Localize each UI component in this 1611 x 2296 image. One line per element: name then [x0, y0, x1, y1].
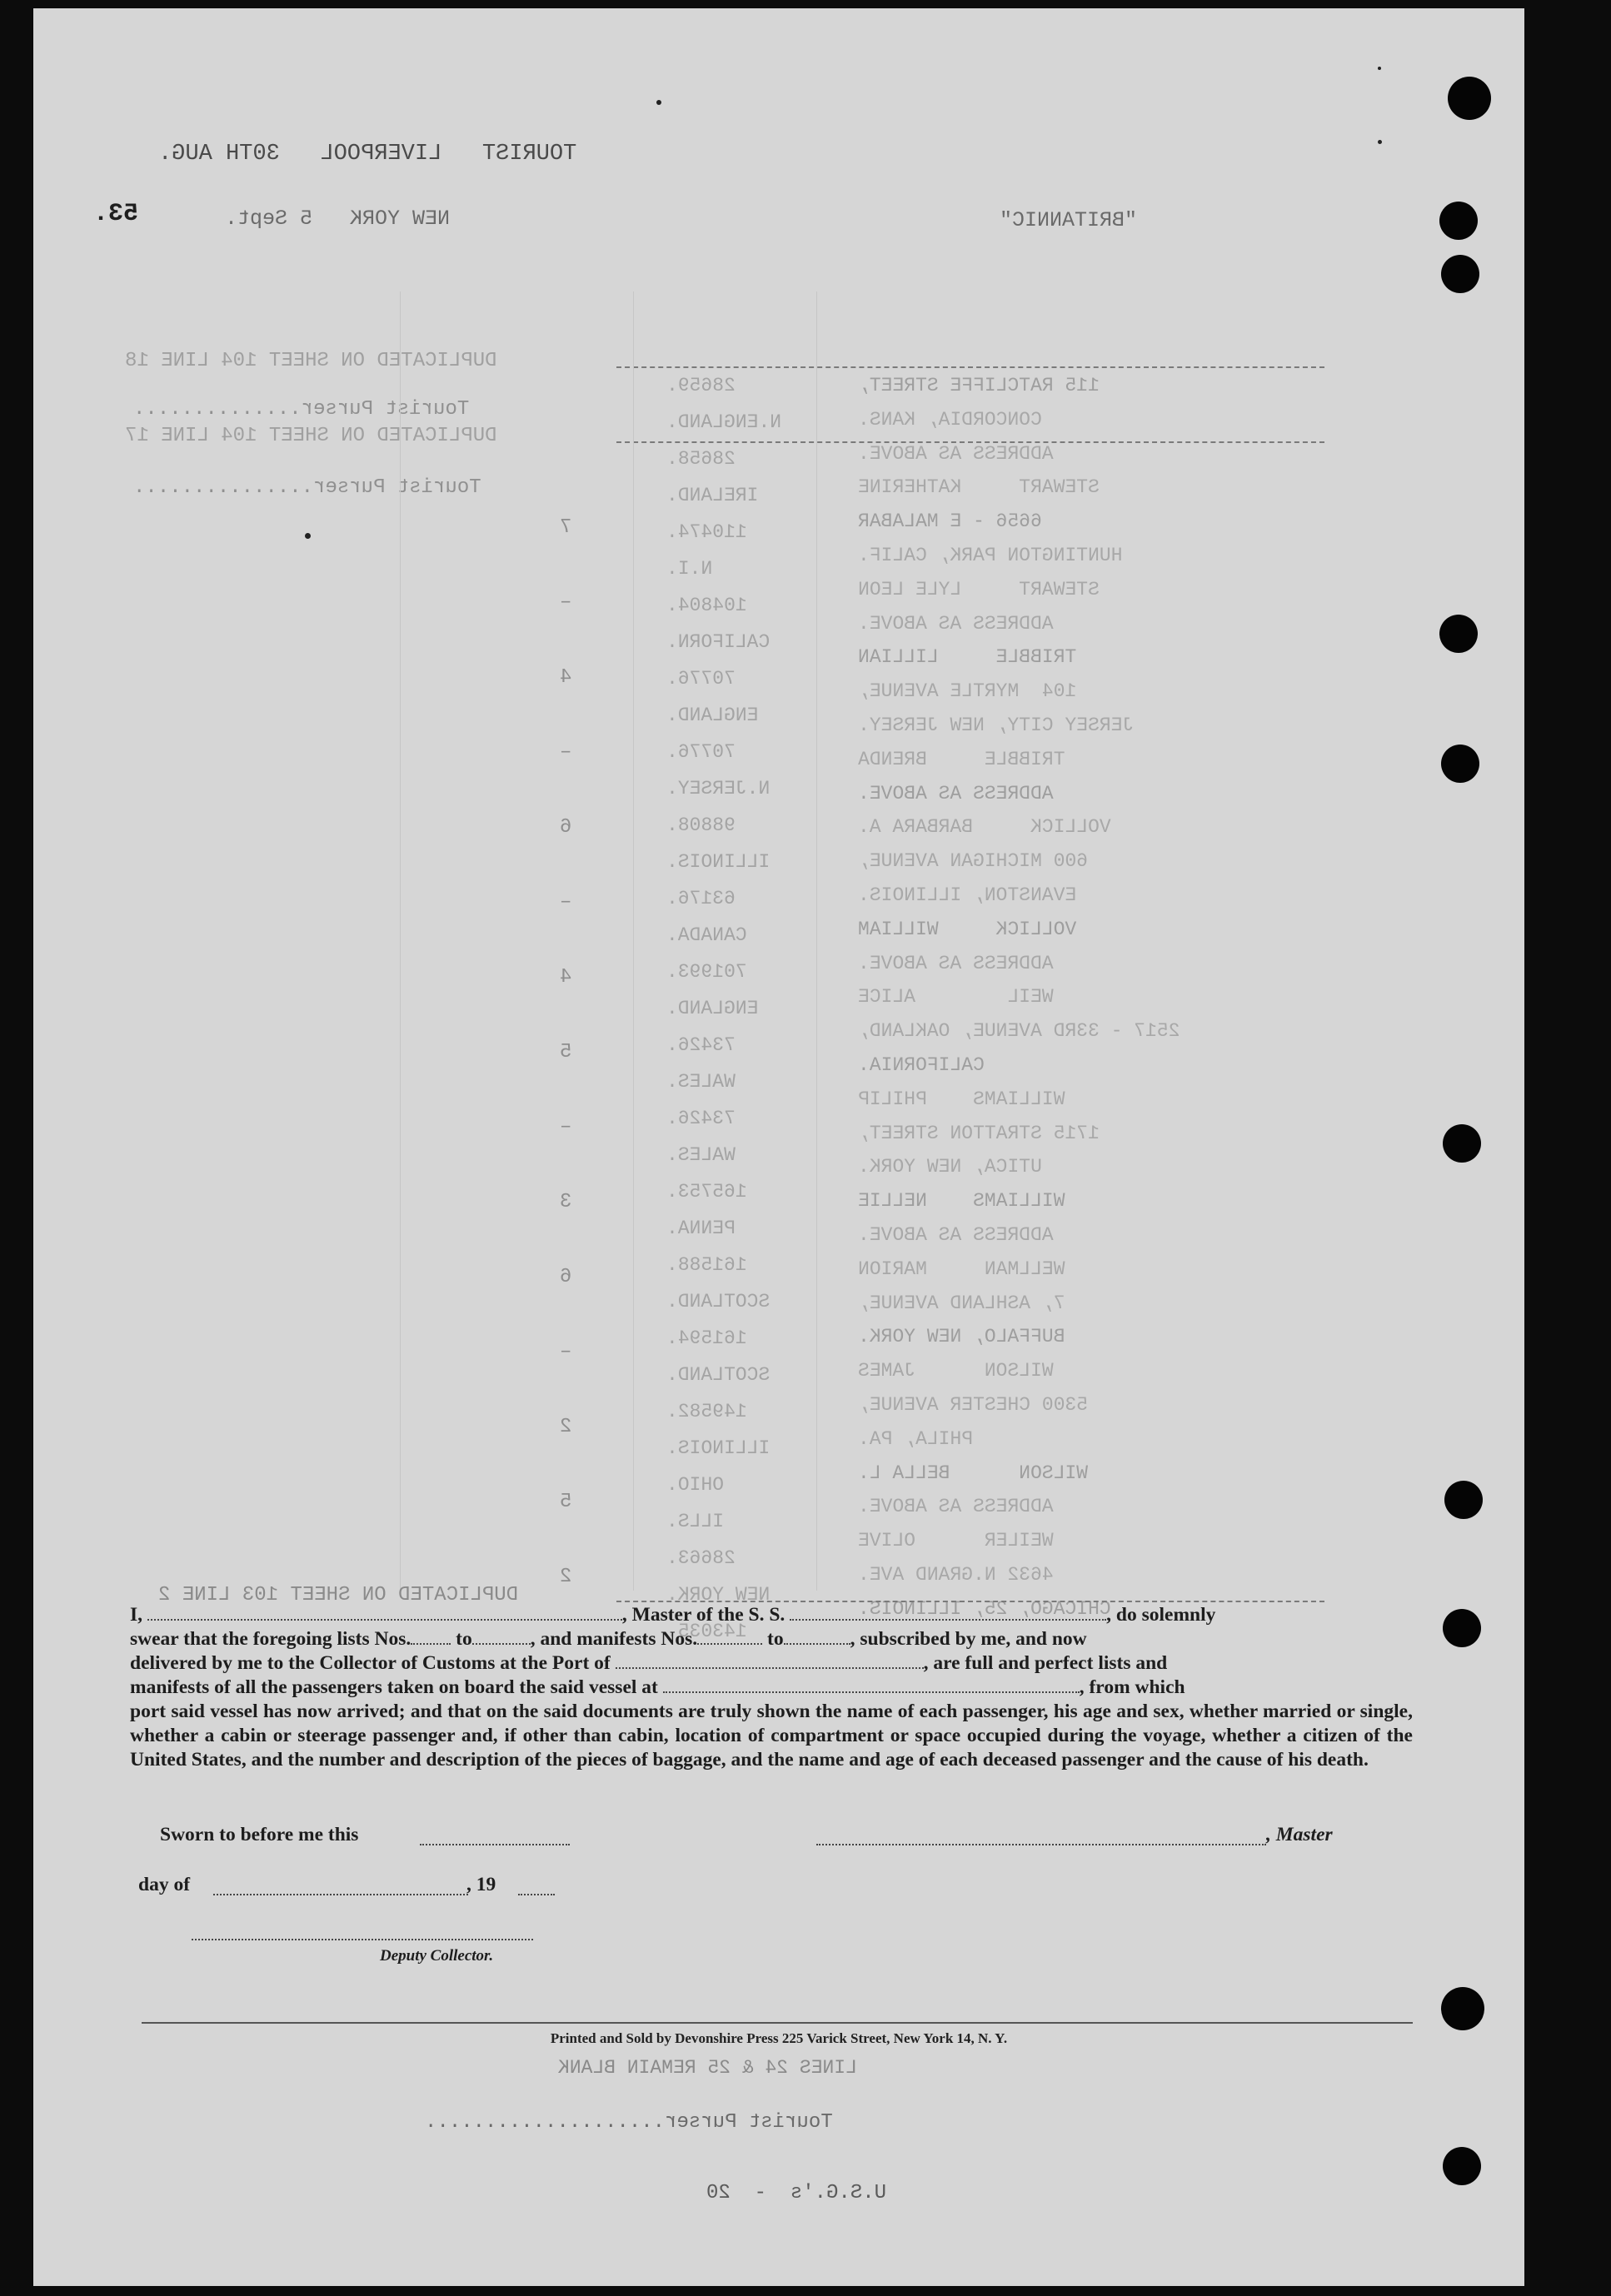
- punch-hole: [1441, 255, 1479, 293]
- bleed-code: ENGLAND.: [666, 998, 759, 1019]
- bleed-entry: 5300 CHESTER AVENUE,: [858, 1394, 1089, 1416]
- bleed-code: 104804.: [666, 595, 747, 616]
- bleed-code: 98808.: [666, 814, 736, 836]
- bleed-entry: WILLIAMS PHILIP: [858, 1088, 1065, 1110]
- bleed-code: 143035.: [666, 1621, 747, 1642]
- oath-do-solemnly: , do solemnly: [1106, 1604, 1216, 1626]
- bleed-code: NEW YORK.: [666, 1584, 771, 1606]
- punch-hole: [1443, 1609, 1481, 1647]
- bleed-code: ENGLAND.: [666, 705, 759, 726]
- sworn-label: Sworn to before me this: [160, 1824, 359, 1845]
- purser-note: Tourist Purser...............: [133, 476, 481, 499]
- oath-lists-nos: swear that the foregoing lists Nos.: [130, 1628, 411, 1650]
- bleed-entry: VOLLICK BARBARA A.: [858, 816, 1111, 839]
- bleed-entry: WILSON BELLA L.: [858, 1462, 1089, 1484]
- bleed-entry: HUNTINGTON PARK, CALIF.: [858, 545, 1123, 566]
- bleed-code: 70776.: [666, 668, 736, 690]
- bleed-code: N.JERSEY.: [666, 778, 771, 799]
- manifest-page: [33, 8, 1524, 2286]
- oath-full-lists: , are full and perfect lists and: [923, 1652, 1168, 1674]
- bleed-age: –: [560, 1341, 572, 1363]
- bleed-entry: 2517 - 33RD AVENUE, OAKLAND,: [858, 1020, 1180, 1043]
- duplicate-note: DUPLICATED ON SHEET 104 LINE 17: [125, 425, 497, 447]
- bleed-entry: WELLMAN MARION: [858, 1258, 1065, 1280]
- oath-vessel-at: manifests of all the passengers taken on board the said vessel at: [130, 1676, 658, 1698]
- bleed-code: CANADA.: [666, 924, 747, 946]
- bleed-entry: ADDRESS AS ABOVE.: [858, 612, 1054, 635]
- printer-imprint: Printed and Sold by Devonshire Press 225 Varick Street, New York 14, N. Y.: [550, 2030, 1008, 2046]
- bleed-entry: UTICA, NEW YORK.: [858, 1156, 1042, 1178]
- master-label: , Master: [1266, 1824, 1333, 1845]
- bleed-entry: 4632 N.GRAND AVE.: [858, 1564, 1054, 1586]
- bleed-entry: CALIFORNIA.: [858, 1054, 985, 1076]
- bleed-code: 28658.: [666, 448, 736, 470]
- bleed-entry: PHILA, PA.: [858, 1427, 974, 1450]
- departure-header: TOURIST LIVERPOOL 30TH AUG.: [158, 142, 577, 167]
- punch-hole: [1448, 77, 1491, 120]
- bleed-code: OHIO.: [666, 1474, 725, 1496]
- bleed-code: PENNA.: [666, 1218, 736, 1239]
- bleed-code: ILLS.: [666, 1511, 725, 1532]
- bleed-entry: ADDRESS AS ABOVE.: [858, 782, 1054, 804]
- bleed-entry: JERSEY CITY, NEW JERSEY.: [858, 715, 1135, 736]
- bleed-age: 3: [560, 1191, 572, 1213]
- bleed-entry: STEWART KATHERINE: [858, 476, 1100, 499]
- bleed-entry: ADDRESS AS ABOVE.: [858, 442, 1054, 465]
- bleed-code: 110474.: [666, 521, 747, 543]
- bleed-entry: WILSON JAMES: [858, 1360, 1054, 1382]
- bleed-entry: VOLLICK WILLIAM: [858, 918, 1077, 940]
- blank-lines-note: LINES 24 & 25 REMAIN BLANK: [558, 2057, 857, 2079]
- bleed-entry: ADDRESS AS ABOVE.: [858, 952, 1054, 974]
- bleed-code: 73426.: [666, 1034, 736, 1056]
- deputy-collector-label: Deputy Collector.: [380, 1947, 494, 1965]
- bleed-age: –: [560, 741, 572, 764]
- bleed-code: SCOTLAND.: [666, 1291, 771, 1312]
- bleed-age: 7: [560, 516, 572, 539]
- bleed-code: N.ENGLAND.: [666, 411, 782, 433]
- bleed-entry: ADDRESS AS ABOVE.: [858, 1496, 1054, 1518]
- line-number: 53.: [93, 200, 139, 228]
- bleed-age: 5: [560, 1491, 572, 1513]
- oath-text: [130, 1603, 1413, 1772]
- bleed-entry: 6656 - E MALABAR: [858, 510, 1042, 533]
- bleed-code: 165753.: [666, 1181, 747, 1203]
- bleed-code: CALIFORN.: [666, 631, 771, 653]
- bleed-code: 63176.: [666, 888, 736, 909]
- day-of-label: day of: [138, 1874, 191, 1895]
- punch-hole: [1443, 2147, 1481, 2185]
- oath-from-which: , from which: [1079, 1676, 1185, 1698]
- bleed-code: 161594.: [666, 1327, 747, 1349]
- bleed-entry: TRIBBLE LILLIAN: [858, 646, 1077, 669]
- bleed-code: WALES.: [666, 1071, 736, 1093]
- bleed-entry: TRIBBLE BRENDA: [858, 748, 1065, 770]
- bleed-code: 161588.: [666, 1254, 747, 1276]
- bleed-age: –: [560, 591, 572, 614]
- purser-note: Tourist Purser....................: [425, 2111, 833, 2134]
- bleed-code: 149582.: [666, 1401, 747, 1422]
- bleed-code: 28663.: [666, 1547, 736, 1569]
- bleed-entry: WILLIAMS NELLIE: [858, 1190, 1065, 1213]
- bleed-code: IRELAND.: [666, 485, 759, 506]
- bleed-age: 4: [560, 666, 572, 689]
- bleed-age: 6: [560, 816, 572, 839]
- bleed-code: WALES.: [666, 1144, 736, 1166]
- bleed-code: N.I.: [666, 558, 713, 580]
- bleed-age: 5: [560, 1041, 572, 1063]
- oath-port-of: delivered by me to the Collector of Customs at the Port of: [130, 1652, 611, 1674]
- duplicate-note: DUPLICATED ON SHEET 104 LINE 18: [125, 350, 497, 372]
- oath-to: to: [767, 1628, 784, 1650]
- bleed-entry: WEIL ALICE: [858, 986, 1054, 1009]
- bleed-age: –: [560, 891, 572, 914]
- bleed-code: 70776.: [666, 741, 736, 763]
- oath-master-of: , Master of the S. S.: [621, 1604, 786, 1626]
- bleed-entry: CONCORDIA, KANS.: [858, 408, 1042, 431]
- punch-hole: [1441, 1987, 1484, 2030]
- bleed-code: ILLINOIS.: [666, 851, 771, 873]
- bleed-age: 2: [560, 1566, 572, 1588]
- arrival-header: NEW YORK 5 Sept.: [225, 207, 451, 231]
- bleed-code: ILLINOIS.: [666, 1437, 771, 1459]
- punch-hole: [1444, 1481, 1483, 1519]
- bleed-age: 6: [560, 1266, 572, 1288]
- bleed-entry: CHICAGO, 25, ILLINOIS.: [858, 1597, 1111, 1620]
- oath-to: to: [456, 1628, 472, 1650]
- oath-subscribed: , subscribed by me, and now: [850, 1628, 1087, 1650]
- punch-hole: [1439, 615, 1478, 653]
- punch-hole: [1441, 745, 1479, 783]
- bleed-entry: 600 MICHIGAN AVENUE,: [858, 850, 1089, 873]
- bleed-entry: STEWART LYLE LEON: [858, 578, 1100, 600]
- oath-i: I,: [130, 1604, 143, 1626]
- duplicate-note: DUPLICATED ON SHEET 103 LINE 2: [158, 1584, 519, 1606]
- bleed-code: 28659.: [666, 375, 736, 396]
- bleed-age: 2: [560, 1416, 572, 1438]
- bleed-entry: BUFFALO, NEW YORK.: [858, 1326, 1065, 1348]
- bleed-code: 73426.: [666, 1108, 736, 1129]
- bleed-entry: 7, ASHLAND AVENUE,: [858, 1292, 1065, 1314]
- bleed-entry: 1715 STRATTON STREET,: [858, 1122, 1100, 1144]
- bleed-age: –: [560, 1116, 572, 1138]
- punch-hole: [1439, 202, 1478, 240]
- bleed-entry: WEILER OLIVE: [858, 1530, 1054, 1552]
- purser-note: Tourist Purser..............: [133, 398, 470, 421]
- form-code: U.S.G.'s - 20: [706, 2182, 887, 2204]
- bleed-entry: 104 MYRTLE AVENUE,: [858, 680, 1077, 703]
- punch-hole: [1443, 1124, 1481, 1163]
- bleed-entry: EVANSTON, ILLINOIS.: [858, 884, 1077, 906]
- oath-manifests-nos: , and manifests Nos.: [530, 1628, 698, 1650]
- bleed-code: SCOTLAND.: [666, 1364, 771, 1386]
- bleed-code: 701993.: [666, 961, 747, 983]
- ship-name: "BRITANNIC": [1000, 208, 1138, 232]
- oath-body: port said vessel has now arrived; and that on the said documents are truly shown the name of each passenger, his age and sex, whether married or single, whether a cabin or steerage passenger and, if other than cabin, location of compartment or space occupied during the voyage, whether a citizen of the United States, and the number and description of the pieces of baggage, and the name and age of each deceased passenger and the cause of his death.: [130, 1701, 1413, 1771]
- bleed-entry: 115 RATCLIFFE STREET,: [858, 375, 1100, 396]
- bleed-entry: ADDRESS AS ABOVE.: [858, 1224, 1054, 1246]
- year-label: , 19: [466, 1874, 496, 1895]
- bleed-age: 4: [560, 966, 572, 989]
